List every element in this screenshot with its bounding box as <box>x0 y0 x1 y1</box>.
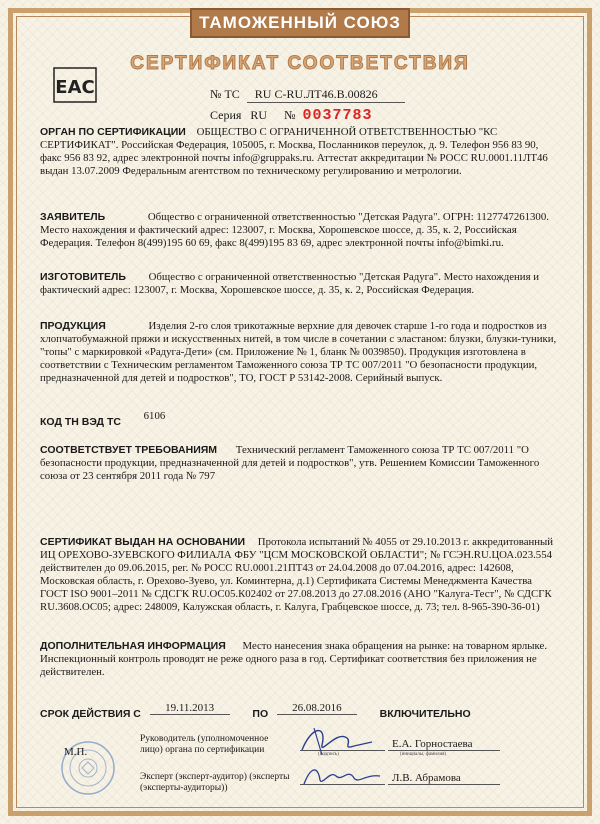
tc-number-label: № ТС <box>210 87 240 101</box>
manufacturer-section <box>40 271 562 297</box>
product-label: ПРОДУКЦИЯ <box>40 320 106 332</box>
manufacturer-text: Общество с ограниченной ответственностью "Детская Радуга". Место нахождения и фактический адрес: 123007, г. Москва, Хорошевское шоссе, д. 35, к. 2, Российская Федерация. <box>40 271 540 296</box>
tc-number-value: RU C-RU.ЛТ46.B.00826 <box>247 87 405 103</box>
tnved-section <box>40 410 562 429</box>
number-label: № <box>284 108 296 122</box>
expert-name-line <box>388 784 500 785</box>
head-signature-icon <box>292 720 382 760</box>
validity-inclusive: ВКЛЮЧИТЕЛЬНО <box>379 708 471 720</box>
validity-label: СРОК ДЕЙСТВИЯ С <box>40 708 141 720</box>
requirements-section <box>40 444 562 483</box>
eac-logo-icon <box>52 66 98 104</box>
applicant-label: ЗАЯВИТЕЛЬ <box>40 211 106 223</box>
series-line <box>210 107 373 124</box>
head-name-line <box>388 750 500 751</box>
product-text: Изделия 2-го слоя трикотажные верхние для девочек старше 1-го года и подростков из хлопчатобумажной пряжи и искусственных нитей, в том числе в сочетании с эластаном: блузки, блузки-туники, "топы" с маркировкой «Радуга-Дети» (см. Приложение № 1, бланк № 0039850). Продукция изготовлена в соответствии с Техническим регламентом Таможенного союза ТР ТС 007/2011 "О безопасности продукции, предназначенной для детей и подростков", ТО, ГОСТ Р 53142-2008. Серийный выпуск. <box>40 320 557 384</box>
product-section <box>40 320 562 385</box>
certificate-title: СЕРТИФИКАТ СООТВЕТСТВИЯ <box>130 53 470 74</box>
validity-to-label: ПО <box>252 708 269 720</box>
expert-name: Л.В. Абрамова <box>392 772 461 784</box>
basis-section <box>40 536 562 614</box>
validity-to: 26.08.2016 <box>277 702 357 715</box>
organ-text: ОБЩЕСТВО С ОГРАНИЧЕННОЙ ОТВЕТСТВЕННОСТЬЮ "КС СЕРТИФИКАТ". Российская Федерация, 105005, г. Москва, Посланников переулок, д. 9. Телефон 956 83 90, факс 956 83 92, адрес электронной почты info@gruppaks.ru. Аттестат аккредитации № РОСС RU.0001.11ЛТ46 выдан 13.07.2009 Федеральным агентством по техническому регулированию и метрологии. <box>40 126 548 177</box>
head-initials-sub: (инициалы, фамилия) <box>400 752 447 757</box>
head-name: Е.А. Горностаева <box>392 738 473 750</box>
customs-union-banner: ТАМОЖЕННЫЙ СОЮЗ <box>190 8 410 38</box>
mp-label: М.П. <box>64 746 88 758</box>
basis-label: СЕРТИФИКАТ ВЫДАН НА ОСНОВАНИИ <box>40 536 246 548</box>
head-label: Руководитель (уполномоченное лицо) органа по сертификации <box>140 734 269 755</box>
manufacturer-label: ИЗГОТОВИТЕЛЬ <box>40 271 126 283</box>
requirements-text: Технический регламент Таможенного союза ТР ТС 007/2011 "О безопасности продукции, предназначенной для детей и подростков", утв. Решением Комиссии Таможенного союза от 23 сентября 2011 года № 797 <box>40 444 540 482</box>
organ-section <box>40 126 562 178</box>
additional-label: ДОПОЛНИТЕЛЬНАЯ ИНФОРМАЦИЯ <box>40 640 226 652</box>
head-sign-sub: (подпись) <box>318 752 339 757</box>
basis-text: Протокола испытаний № 4055 от 29.10.2013 г. аккредитованный ИЦ ОРЕХОВО-ЗУЕВСКОГО ФИЛИАЛА ФБУ "ЦСМ МОСКОВСКОЙ ОБЛАСТИ"; № ГСЭН.RU.ЦОА.023.554 действителен до 09.06.2015, рег. № РОСС RU.0001.21ПТ43 от 24.04.2008 до 07.04.2016, адрес: 142608, Московская область, г. Орехово-Зуево, ул. Коминтерна, д.1) Сертификата Системы Менеджмента Качества ГОСТ ISO 9001–2011 № СДСГК RU.ОС05.К02402 от 27.08.2013 до 27.08.2016 (АНО "Калуга-Тест", № СДСГК RU.3608.ОС05; адрес: 248009, Калужская область, г. Калуга, Грабцевское шоссе, д. 73; тел. 8-965-390-36-01) <box>40 536 554 613</box>
expert-label: Эксперт (эксперт-аудитор) (эксперты (эксперты-аудиторы)) <box>140 772 290 793</box>
validity-from: 19.11.2013 <box>150 702 230 715</box>
series-value: RU <box>250 108 268 122</box>
expert-signature-icon <box>296 756 386 792</box>
organ-label: ОРГАН ПО СЕРТИФИКАЦИИ <box>40 126 186 138</box>
tc-number-line <box>210 87 405 103</box>
additional-text: Место нанесения знака обращения на рынке: на товарном ярлыке. Инспекционный контроль проводят не реже одного раза в год. Сертификат соответствия без приложения не действителен. <box>40 640 548 678</box>
blank-number-value: 0037783 <box>302 107 373 124</box>
tnved-value: 6106 <box>143 410 166 422</box>
eac-logo-text: ЕАС <box>55 77 95 98</box>
series-label: Серия <box>210 108 242 122</box>
applicant-text: Общество с ограниченной ответственностью "Детская Радуга". ОГРН: 1127747261300. Место нахождения и фактический адрес: 123007, г. Москва, Хорошевское шоссе, д. 35, к. 2, Российская Федерация. Телефон 8(499)195 60 69, факс 8(499)195 83 69, адрес электронной почты info@bimki.ru. <box>40 211 549 249</box>
requirements-label: СООТВЕТСТВУЕТ ТРЕБОВАНИЯМ <box>40 444 218 456</box>
tnved-label: КОД ТН ВЭД ТС <box>40 416 121 428</box>
additional-section <box>40 640 562 679</box>
applicant-section <box>40 211 562 250</box>
